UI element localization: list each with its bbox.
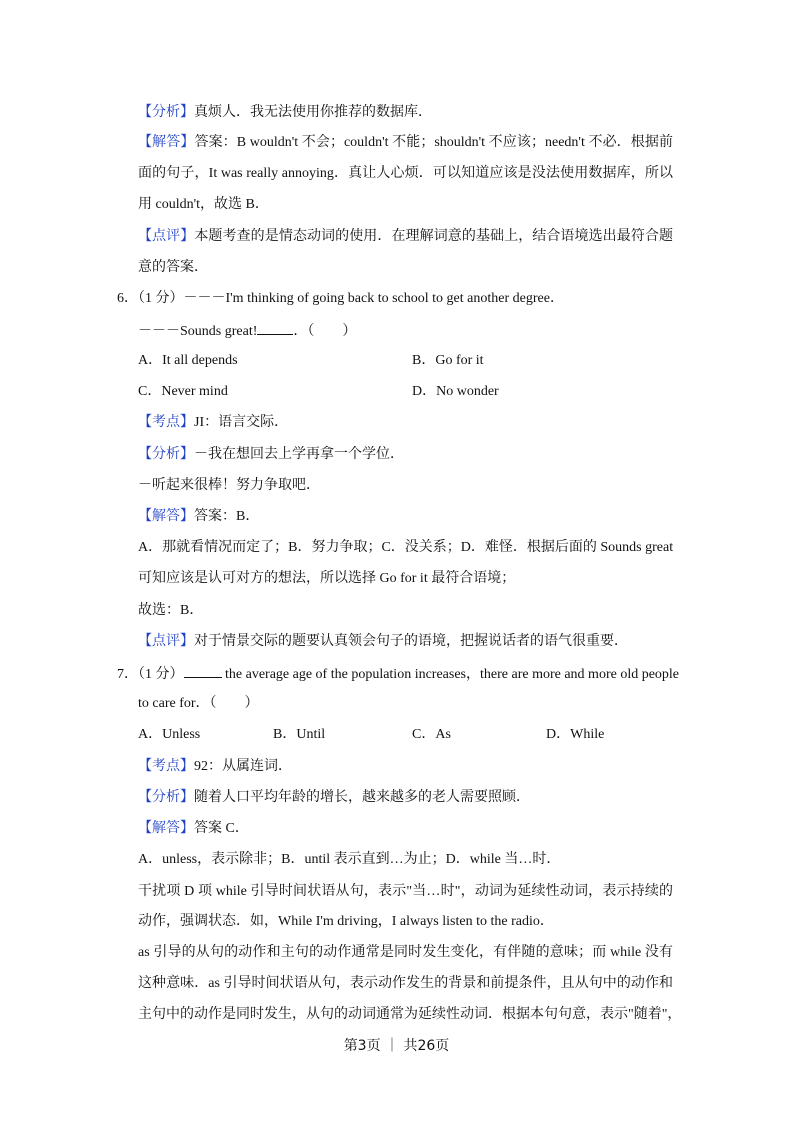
text: 真烦人．我无法使用你推荐的数据库． — [194, 105, 432, 120]
comment-tag: 【点评】 — [138, 634, 194, 649]
q7-point — [138, 757, 673, 777]
q6-answer — [138, 507, 673, 527]
analysis-tag: 【分析】 — [138, 447, 194, 462]
text: 答案 C． — [194, 821, 249, 836]
text: 随着人口平均年龄的增长，越来越多的老人需要照顾． — [194, 790, 530, 805]
q7-answer — [138, 819, 673, 839]
option-c: C．Never mind — [138, 384, 228, 399]
q7-options-row — [138, 725, 673, 745]
point-tag: 【考点】 — [138, 415, 194, 430]
q6-explain-line: A．那就看情况而定了；B．努力争取；C．没关系；D．难怪．根据后面的 Sounds great — [138, 540, 674, 555]
point-tag: 【考点】 — [138, 759, 194, 774]
q5-comment-line: 意的答案． — [138, 260, 208, 275]
q7-explain-line: as 引导的从句的动作和主句的动作通常是同时发生变化，有伴随的意味；而 while 没有 — [138, 945, 673, 960]
q6-options-row — [138, 351, 673, 371]
q6-options-row — [138, 382, 673, 402]
answer-tag: 【解答】 — [138, 821, 194, 836]
answer-tag: 【解答】 — [138, 509, 194, 524]
text: ．（ ） — [293, 324, 357, 339]
q7-stem-line: to care for．（ ） — [138, 696, 259, 711]
q6-explain-line: 可知应该是认可对方的想法，所以选择 Go for it 最符合语境； — [138, 571, 516, 586]
analysis-tag: 【分析】 — [138, 105, 194, 120]
option-a: A．Unless — [138, 727, 201, 742]
text: 92：从属连词． — [194, 759, 292, 774]
q6-explain-line: 故选：B． — [138, 603, 204, 618]
q7-explain-line: 干扰项 D 项 while 引导时间状语从句，表示"当…时"，动词为延续性动词，表示持续的 — [138, 884, 673, 899]
q5-comment — [138, 227, 673, 247]
q7-stem — [117, 663, 680, 683]
option-a: A．It all depends — [138, 353, 238, 368]
q5-answer-line: 用 couldn't，故选 B． — [138, 197, 269, 212]
q6-analysis — [138, 445, 673, 465]
text: 答案：B wouldn't 不会；couldn't 不能；shouldn't 不应该；needn't 不必．根据前 — [194, 135, 674, 150]
answer-blank — [184, 663, 222, 678]
q5-analysis — [138, 103, 673, 123]
answer-tag: 【解答】 — [138, 135, 195, 150]
q7-analysis — [138, 788, 673, 808]
q7-explain-line: 主句中的动作是同时发生，从句的动词通常为延续性动词．根据本句句意，表示"随着"， — [138, 1007, 682, 1022]
q5-answer-line — [138, 133, 673, 153]
text: 答案：B． — [194, 509, 260, 524]
text: 对于情景交际的题要认真领会句子的语境，把握说话者的语气很重要． — [194, 634, 628, 649]
option-c: C．As — [412, 727, 451, 742]
option-b: B．Until — [273, 727, 326, 742]
q6-analysis-line: －听起来很棒！努力争取吧． — [138, 478, 320, 493]
q6-stem-line — [138, 320, 673, 340]
q6-stem: 6．（1 分）－－－I'm thinking of going back to school to get another degree． — [117, 291, 564, 306]
q6-comment — [138, 632, 673, 652]
option-d: D．No wonder — [412, 384, 499, 399]
text: the average age of the population increases，there are more and more old people — [225, 667, 680, 682]
analysis-tag: 【分析】 — [138, 790, 194, 805]
q7-explain-line: A．unless，表示除非；B．until 表示直到…为止；D．while 当…时． — [138, 852, 561, 867]
text: 本题考查的是情态动词的使用．在理解词意的基础上，结合语境选出最符合题 — [194, 229, 674, 244]
q7-explain-line: 动作，强调状态．如，While I'm driving，I always listen to the radio． — [138, 914, 554, 929]
answer-blank — [257, 320, 293, 335]
text: －我在想回去上学再拿一个学位． — [194, 447, 404, 462]
page-footer: 第3页 ｜ 共26页 — [343, 1038, 450, 1054]
comment-tag: 【点评】 — [138, 229, 195, 244]
text: JI：语言交际． — [194, 415, 289, 430]
q7-explain-line: 这种意味．as 引导时间状语从句，表示动作发生的背景和前提条件，且从句中的动作和 — [138, 976, 673, 991]
q5-answer-line: 面的句子，It was really annoying．真让人心烦．可以知道应该是没法使用数据库，所以 — [138, 166, 673, 181]
text: －－－Sounds great! — [138, 324, 258, 339]
q6-point — [138, 413, 673, 433]
option-b: B．Go for it — [412, 353, 484, 368]
option-d: D．While — [546, 727, 605, 742]
text: 7．（1 分） — [117, 667, 184, 682]
